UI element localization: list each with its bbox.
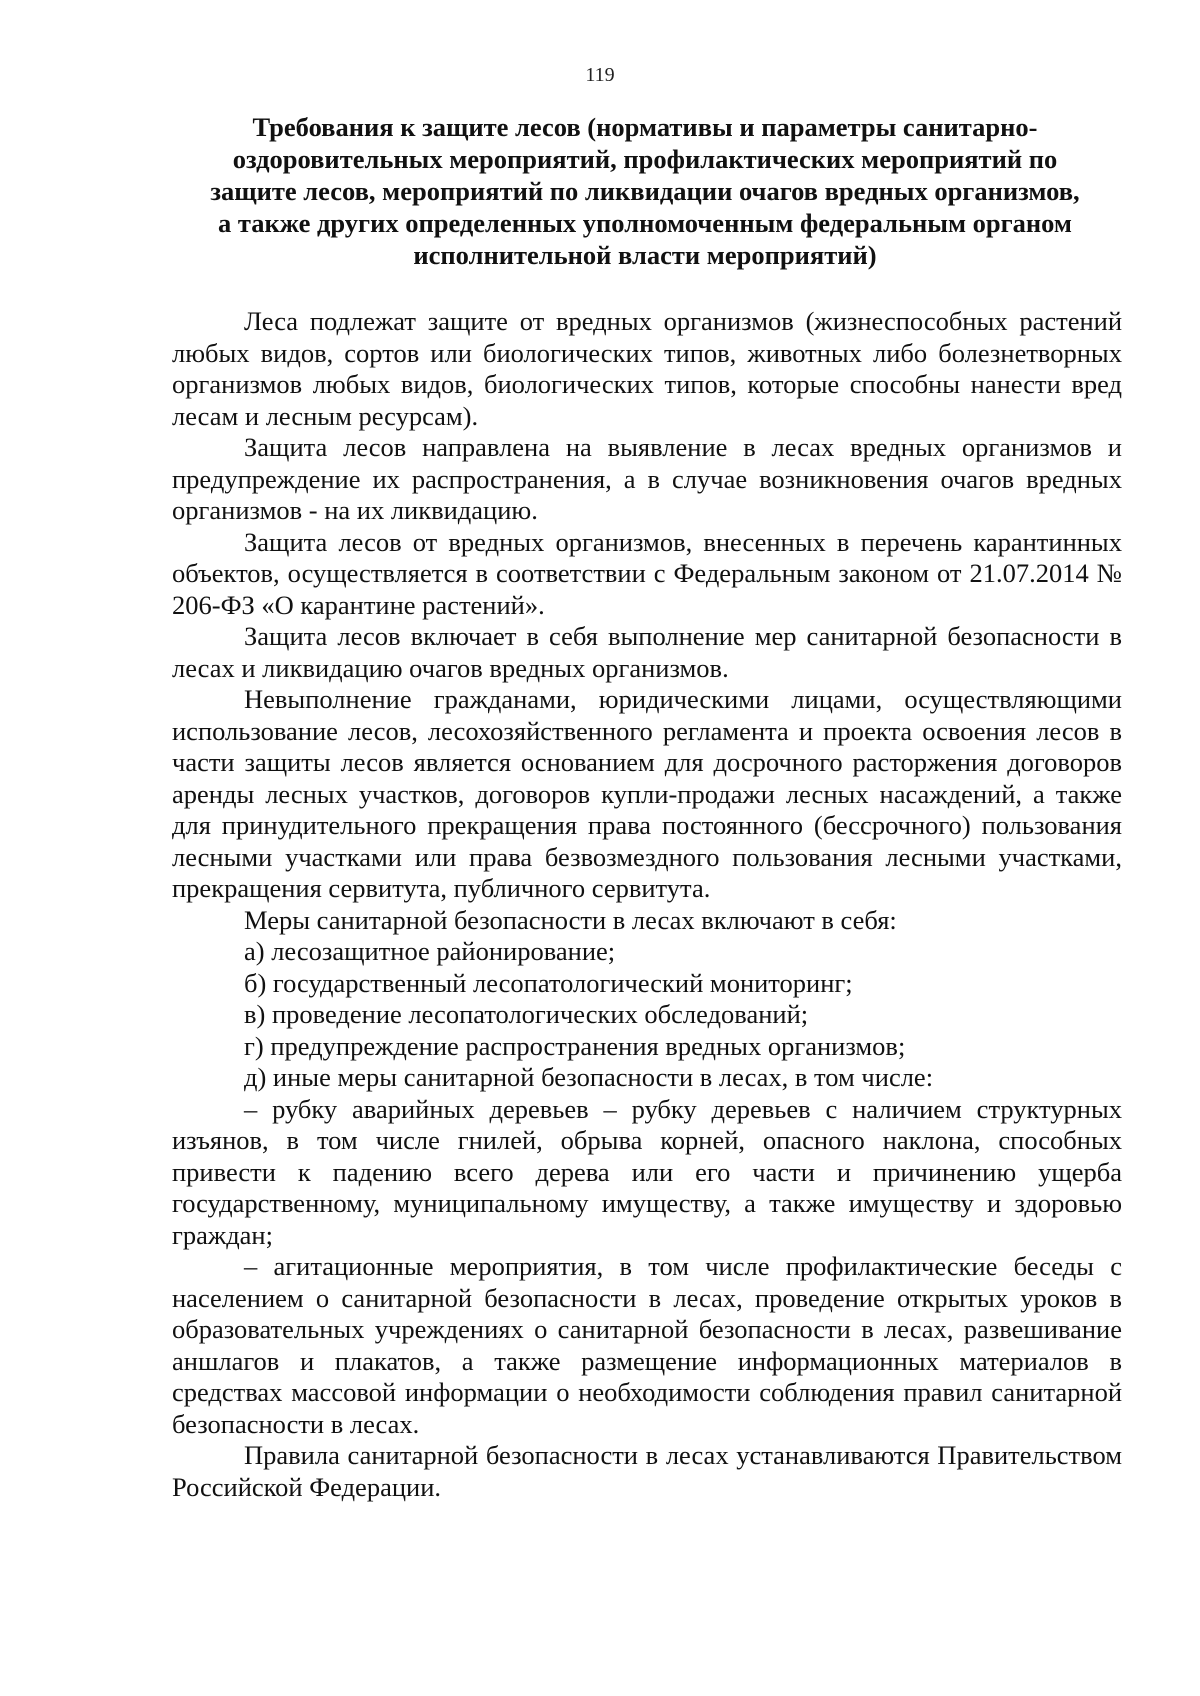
paragraph: Невыполнение гражданами, юридическими лицами, осуществляющими использование лесов, лесохозяйственного регламента и проекта освоения лесов в части защиты лесов является основанием для досрочного расторжения договоров аренды лесных участков, договоров купли-продажи лесных насаждений, а также для принудительного прекращения права постоянного (бессрочного) пользования лесными участками или права безвозмездного пользования лесными участками, прекращения сервитута, публичного сервитута. xyxy=(172,684,1122,903)
paragraph: Правила санитарной безопасности в лесах устанавливаются Правительством Российской Федерации. xyxy=(172,1440,1122,1502)
list-item: д) иные меры санитарной безопасности в лесах, в том числе: xyxy=(244,1062,934,1092)
list-intro: Меры санитарной безопасности в лесах включают в себя: xyxy=(244,904,897,935)
page-number: 119 xyxy=(585,64,615,86)
paragraph: Леса подлежат защите от вредных организмов (жизнеспособных растений любых видов, сортов или биологических типов, животных либо болезнетворных организмов любых видов, биологических типов, которые способны нанести вред лесам и лесным ресурсам). xyxy=(172,306,1122,431)
title-line: а также других определенных уполномоченным федеральным органом xyxy=(218,208,1072,238)
list-item: а) лесозащитное районирование; xyxy=(244,936,616,966)
title-line: оздоровительных мероприятий, профилактических мероприятий по xyxy=(232,144,1058,174)
document-body xyxy=(172,306,1122,1503)
title-line: защите лесов, мероприятий по ликвидации очагов вредных организмов, xyxy=(210,176,1080,206)
title-line: исполнительной власти мероприятий) xyxy=(413,240,877,270)
dash-item: – агитационные мероприятия, в том числе профилактические беседы с населением о санитарной безопасности в лесах, проведение открытых уроков в образовательных учреждениях о санитарной безопасности в лесах, развешивание аншлагов и плакатов, а также размещение информационных материалов в средствах массовой информации о необходимости соблюдения правил санитарной безопасности в лесах. xyxy=(172,1251,1122,1439)
dash-item: – рубку аварийных деревьев – рубку деревьев с наличием структурных изъянов, в том числе гнилей, обрыва корней, опасного наклона, способных привести к падению всего дерева или его части и причинению ущерба государственному, муниципальному имуществу, а также имуществу и здоровью граждан; xyxy=(172,1093,1122,1250)
list-item: г) предупреждение распространения вредных организмов; xyxy=(244,1030,906,1061)
document-title xyxy=(170,111,1120,271)
list-item: в) проведение лесопатологических обследований; xyxy=(244,999,809,1029)
list-item: б) государственный лесопатологический мониторинг; xyxy=(244,967,853,998)
title-line: Требования к защите лесов (нормативы и параметры санитарно- xyxy=(252,112,1038,142)
paragraph: Защита лесов включает в себя выполнение мер санитарной безопасности в лесах и ликвидацию очагов вредных организмов. xyxy=(172,621,1122,683)
paragraph: Защита лесов направлена на выявление в лесах вредных организмов и предупреждение их распространения, а в случае возникновения очагов вредных организмов - на их ликвидацию. xyxy=(172,432,1122,525)
paragraph: Защита лесов от вредных организмов, внесенных в перечень карантинных объектов, осуществляется в соответствии с Федеральным законом от 21.07.2014 № 206-ФЗ «О карантине растений». xyxy=(172,526,1122,620)
